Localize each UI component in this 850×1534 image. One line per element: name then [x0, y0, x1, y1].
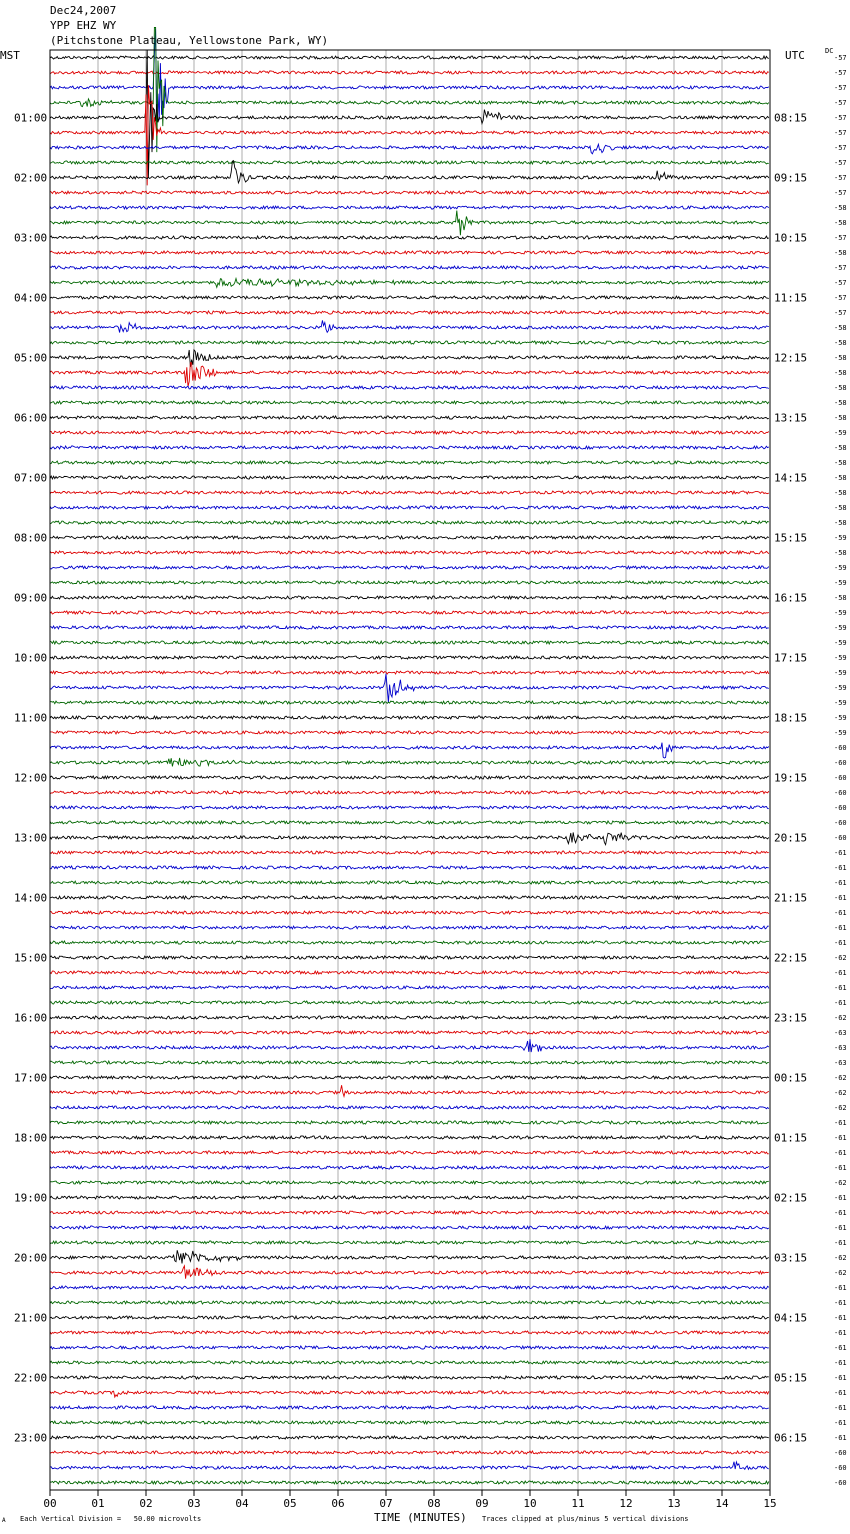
right-hour-label: 00:15 — [774, 1071, 808, 1085]
dc-offset-label: -58 — [834, 414, 847, 422]
right-hour-label: 04:15 — [774, 1311, 808, 1325]
right-hour-label: 20:15 — [774, 831, 808, 845]
dc-offset-label: -59 — [834, 429, 847, 437]
trace-line — [50, 320, 769, 332]
trace-line — [50, 1286, 769, 1289]
trace-line — [50, 791, 769, 794]
left-hour-label: 23:00 — [14, 1431, 48, 1445]
x-tick-label: 08 — [427, 1497, 441, 1510]
dc-offset-label: -57 — [834, 114, 847, 122]
dc-offset-label: -59 — [834, 669, 847, 677]
trace-line — [50, 716, 769, 719]
trace-line — [50, 1361, 769, 1364]
dc-offset-label: -58 — [834, 399, 847, 407]
station-label: YPP EHZ WY — [50, 19, 117, 32]
dc-offset-label: -61 — [834, 849, 847, 857]
dc-offset-label: -61 — [834, 1209, 847, 1217]
dc-offset-label: -61 — [834, 924, 847, 932]
trace-line — [50, 611, 769, 614]
right-hour-label: 12:15 — [774, 351, 808, 365]
trace-line — [50, 926, 769, 929]
dc-offset-label: -60 — [834, 1464, 847, 1472]
dc-offset-label: -59 — [834, 639, 847, 647]
dc-offset-label: -62 — [834, 1104, 847, 1112]
trace-line — [50, 1121, 769, 1124]
dc-offset-label: -61 — [834, 999, 847, 1007]
trace-line — [50, 731, 769, 734]
dc-offset-label: -61 — [834, 1149, 847, 1157]
right-hour-label: 13:15 — [774, 411, 808, 425]
trace-line — [50, 596, 769, 599]
dc-offset-label: -57 — [834, 294, 847, 302]
dc-offset-label: -63 — [834, 1059, 847, 1067]
trace-line — [50, 671, 769, 674]
right-hour-label: 03:15 — [774, 1251, 808, 1265]
right-hour-label: 15:15 — [774, 531, 808, 545]
dc-offset-label: -58 — [834, 489, 847, 497]
trace-line — [50, 626, 769, 629]
trace-line — [50, 350, 769, 367]
trace-line — [50, 1301, 769, 1304]
dc-offset-label: -57 — [834, 264, 847, 272]
trace-line — [50, 296, 769, 299]
dc-offset-label: -62 — [834, 1179, 847, 1187]
trace-line — [50, 1181, 769, 1184]
dc-offset-label: -60 — [834, 804, 847, 812]
left-hour-label: 21:00 — [14, 1311, 48, 1325]
left-hour-label: 07:00 — [14, 471, 48, 485]
trace-lines — [50, 28, 769, 1485]
dc-offset-label: -59 — [834, 579, 847, 587]
dc-offset-label: -62 — [834, 1014, 847, 1022]
dc-offset-label: -58 — [834, 249, 847, 257]
right-hour-label: 10:15 — [774, 231, 808, 245]
trace-line — [50, 1039, 769, 1052]
left-hour-label: 14:00 — [14, 891, 48, 905]
trace-line — [50, 446, 769, 449]
dc-offset-label: -58 — [834, 444, 847, 452]
right-hour-label: 08:15 — [774, 111, 808, 125]
trace-line — [50, 491, 769, 494]
dc-offset-label: -58 — [834, 459, 847, 467]
trace-line — [50, 641, 769, 644]
dc-offset-label: -57 — [834, 54, 847, 62]
dc-offset-label: -60 — [834, 834, 847, 842]
right-hour-label: 21:15 — [774, 891, 808, 905]
dc-offset-label: -61 — [834, 1239, 847, 1247]
trace-line — [50, 536, 769, 539]
dc-offset-label: -61 — [834, 1164, 847, 1172]
dc-offset-label: -58 — [834, 204, 847, 212]
trace-line — [50, 144, 769, 154]
dc-offset-label: -60 — [834, 759, 847, 767]
left-hour-label: 05:00 — [14, 351, 48, 365]
trace-line — [50, 56, 769, 59]
trace-line — [50, 656, 769, 659]
dc-offset-label: -61 — [834, 1344, 847, 1352]
trace-line — [50, 236, 769, 239]
left-hour-label: 03:00 — [14, 231, 48, 245]
left-hour-label: 11:00 — [14, 711, 48, 725]
trace-line — [50, 758, 769, 767]
x-tick-label: 05 — [283, 1497, 297, 1510]
dc-offset-label: -58 — [834, 549, 847, 557]
right-hour-label: 14:15 — [774, 471, 808, 485]
dc-offset-label: -59 — [834, 654, 847, 662]
x-tick-label: 11 — [571, 1497, 585, 1510]
left-hour-label: 15:00 — [14, 951, 48, 965]
trace-line — [50, 1266, 769, 1279]
right-hour-label: 18:15 — [774, 711, 808, 725]
dc-offset-label: -57 — [834, 99, 847, 107]
trace-line — [50, 1391, 769, 1397]
trace-line — [50, 1451, 769, 1454]
dc-offset-label: -61 — [834, 1224, 847, 1232]
trace-line — [50, 986, 769, 989]
left-hour-label: 08:00 — [14, 531, 48, 545]
trace-line — [50, 956, 769, 959]
trace-line — [50, 971, 769, 974]
trace-line — [50, 1085, 769, 1096]
dc-offset-label: -63 — [834, 1029, 847, 1037]
trace-line — [50, 1076, 769, 1079]
scale-note: Each Vertical Division = 50.00 microvolts — [20, 1515, 202, 1523]
dc-offset-label: -57 — [834, 174, 847, 182]
dc-offset-label: -61 — [834, 1434, 847, 1442]
clip-note: Traces clipped at plus/minus 5 vertical divisions — [482, 1515, 689, 1523]
dc-offset-label: -60 — [834, 1479, 847, 1487]
dc-offset-label: -60 — [834, 744, 847, 752]
x-tick-label: 14 — [715, 1497, 729, 1510]
trace-line — [50, 1316, 769, 1319]
x-tick-label: 06 — [331, 1497, 345, 1510]
dc-offset-label: -62 — [834, 1254, 847, 1262]
trace-line — [50, 1016, 769, 1019]
left-hour-label: 10:00 — [14, 651, 48, 665]
trace-line — [50, 476, 769, 479]
trace-line — [50, 386, 769, 389]
left-hour-label: 12:00 — [14, 771, 48, 785]
left-hour-label: 22:00 — [14, 1371, 48, 1385]
trace-line — [50, 896, 769, 899]
corner-mark: A — [2, 1517, 6, 1524]
x-tick-label: 02 — [139, 1497, 153, 1510]
dc-offset-label: -61 — [834, 1404, 847, 1412]
dc-offset-label: -57 — [834, 279, 847, 287]
dc-offset-label: -60 — [834, 819, 847, 827]
dc-offset-label: -61 — [834, 1389, 847, 1397]
dc-offset-label: -61 — [834, 939, 847, 947]
left-hour-label: 02:00 — [14, 171, 48, 185]
x-axis-title: TIME (MINUTES) — [374, 1511, 467, 1524]
dc-offset-label: -57 — [834, 309, 847, 317]
dc-offset-label: -58 — [834, 384, 847, 392]
left-hour-label: 17:00 — [14, 1071, 48, 1085]
trace-line — [50, 581, 769, 584]
dc-offset-label: -61 — [834, 1284, 847, 1292]
trace-line — [50, 1481, 769, 1484]
dc-offset-label: -59 — [834, 684, 847, 692]
trace-line — [50, 1226, 769, 1229]
x-tick-label: 03 — [187, 1497, 201, 1510]
dc-offset-label: -59 — [834, 729, 847, 737]
right-hour-label: 02:15 — [774, 1191, 808, 1205]
dc-offset-label: -57 — [834, 189, 847, 197]
trace-line — [50, 776, 769, 779]
dc-offset-label: -58 — [834, 369, 847, 377]
right-hour-label: 01:15 — [774, 1131, 808, 1145]
trace-line — [50, 341, 769, 344]
left-hour-label: 04:00 — [14, 291, 48, 305]
dc-offset-label: -59 — [834, 624, 847, 632]
trace-line — [50, 806, 769, 809]
right-hour-label: 16:15 — [774, 591, 808, 605]
dc-offset-label: -61 — [834, 1194, 847, 1202]
dc-offset-label: -61 — [834, 969, 847, 977]
trace-line — [50, 881, 769, 884]
dc-offset-label: -57 — [834, 144, 847, 152]
trace-line — [50, 674, 769, 703]
dc-offset-label: -57 — [834, 69, 847, 77]
dc-offset-label: -61 — [834, 1134, 847, 1142]
trace-line — [50, 266, 769, 269]
dc-offset-label: -61 — [834, 1359, 847, 1367]
trace-line — [50, 1346, 769, 1349]
dc-offset-label: -58 — [834, 504, 847, 512]
x-tick-label: 15 — [763, 1497, 777, 1510]
dc-offset-label: -57 — [834, 159, 847, 167]
dc-offset-label: -61 — [834, 1329, 847, 1337]
right-hour-label: 17:15 — [774, 651, 808, 665]
dc-offset-label: -62 — [834, 1269, 847, 1277]
right-hour-label: 19:15 — [774, 771, 808, 785]
trace-line — [50, 431, 769, 434]
trace-line — [50, 1376, 769, 1379]
dc-offset-label: -61 — [834, 894, 847, 902]
trace-line — [50, 1436, 769, 1439]
trace-line — [50, 1331, 769, 1334]
dc-offset-label: -62 — [834, 1074, 847, 1082]
trace-line — [50, 311, 769, 314]
dc-offset-header: DC — [825, 47, 834, 55]
dc-offset-label: -59 — [834, 699, 847, 707]
dc-offset-label: -61 — [834, 879, 847, 887]
trace-line — [50, 161, 769, 164]
trace-line — [50, 1136, 769, 1139]
right-hour-label: 06:15 — [774, 1431, 808, 1445]
dc-offset-label: -59 — [834, 714, 847, 722]
left-hour-label: 18:00 — [14, 1131, 48, 1145]
trace-line — [50, 821, 769, 824]
right-hour-label: 05:15 — [774, 1371, 808, 1385]
right-hour-label: 09:15 — [774, 171, 808, 185]
trace-line — [50, 941, 769, 944]
dc-offset-label: -58 — [834, 474, 847, 482]
dc-offset-label: -58 — [834, 594, 847, 602]
trace-line — [50, 251, 769, 254]
dc-offset-label: -60 — [834, 1449, 847, 1457]
dc-offset-label: -61 — [834, 1419, 847, 1427]
dc-offset-label: -58 — [834, 519, 847, 527]
trace-line — [50, 566, 769, 569]
trace-line — [50, 851, 769, 854]
dc-offset-label: -62 — [834, 1089, 847, 1097]
right-hour-label: 11:15 — [774, 291, 808, 305]
dc-offset-label: -60 — [834, 774, 847, 782]
dc-offset-label: -57 — [834, 129, 847, 137]
right-timezone-label: UTC — [785, 49, 805, 62]
trace-line — [50, 279, 769, 288]
trace-line — [50, 1250, 769, 1263]
trace-line — [50, 701, 769, 704]
trace-line — [50, 1166, 769, 1169]
location-label: (Pitchstone Plateau, Yellowstone Park, WY) — [50, 34, 329, 47]
left-hour-label: 01:00 — [14, 111, 48, 125]
x-tick-label: 13 — [667, 1497, 681, 1510]
dc-offset-label: -61 — [834, 1374, 847, 1382]
dc-offset-label: -59 — [834, 564, 847, 572]
dc-offset-label: -59 — [834, 534, 847, 542]
trace-line — [50, 1406, 769, 1409]
dc-offset-label: -58 — [834, 339, 847, 347]
trace-line — [50, 866, 769, 869]
date-label: Dec24,2007 — [50, 4, 117, 17]
dc-offset-label: -57 — [834, 234, 847, 242]
trace-line — [50, 461, 769, 464]
trace-line — [50, 416, 769, 419]
trace-line — [50, 206, 769, 209]
dc-offset-label: -60 — [834, 789, 847, 797]
dc-offset-label: -61 — [834, 1119, 847, 1127]
trace-line — [50, 211, 769, 236]
trace-line — [50, 1151, 769, 1154]
dc-offset-label: -58 — [834, 219, 847, 227]
x-tick-label: 12 — [619, 1497, 633, 1510]
x-tick-label: 00 — [43, 1497, 57, 1510]
trace-line — [50, 1462, 769, 1470]
dc-offset-label: -61 — [834, 1314, 847, 1322]
trace-line — [50, 743, 769, 758]
left-hour-label: 16:00 — [14, 1011, 48, 1025]
trace-line — [50, 1031, 769, 1034]
x-tick-label: 07 — [379, 1497, 393, 1510]
x-tick-label: 04 — [235, 1497, 249, 1510]
trace-line — [50, 1061, 769, 1064]
trace-line — [50, 363, 769, 387]
left-timezone-label: MST — [0, 49, 20, 62]
dc-offset-label: -58 — [834, 324, 847, 332]
left-hour-label: 19:00 — [14, 1191, 48, 1205]
trace-line — [50, 1241, 769, 1244]
x-tick-label: 01 — [91, 1497, 105, 1510]
trace-line — [50, 521, 769, 524]
dc-offset-label: -61 — [834, 1299, 847, 1307]
dc-offset-label: -61 — [834, 984, 847, 992]
x-tick-label: 10 — [523, 1497, 537, 1510]
right-hour-label: 23:15 — [774, 1011, 808, 1025]
trace-line — [50, 832, 769, 844]
dc-offset-label: -57 — [834, 84, 847, 92]
dc-offset-label: -59 — [834, 609, 847, 617]
left-hour-label: 09:00 — [14, 591, 48, 605]
dc-offset-label: -63 — [834, 1044, 847, 1052]
trace-line — [50, 401, 769, 404]
dc-offset-label: -61 — [834, 864, 847, 872]
trace-line — [50, 551, 769, 554]
left-hour-label: 13:00 — [14, 831, 48, 845]
x-tick-label: 09 — [475, 1497, 489, 1510]
dc-offset-label: -61 — [834, 909, 847, 917]
dc-offset-label: -62 — [834, 954, 847, 962]
right-hour-label: 22:15 — [774, 951, 808, 965]
trace-line — [50, 506, 769, 509]
trace-line — [50, 1106, 769, 1109]
trace-line — [50, 1196, 769, 1199]
trace-line — [50, 191, 769, 194]
trace-line — [50, 911, 769, 914]
trace-line — [50, 1211, 769, 1214]
left-hour-label: 20:00 — [14, 1251, 48, 1265]
trace-line — [50, 1001, 769, 1004]
dc-offset-label: -58 — [834, 354, 847, 362]
trace-line — [50, 1421, 769, 1424]
left-hour-label: 06:00 — [14, 411, 48, 425]
